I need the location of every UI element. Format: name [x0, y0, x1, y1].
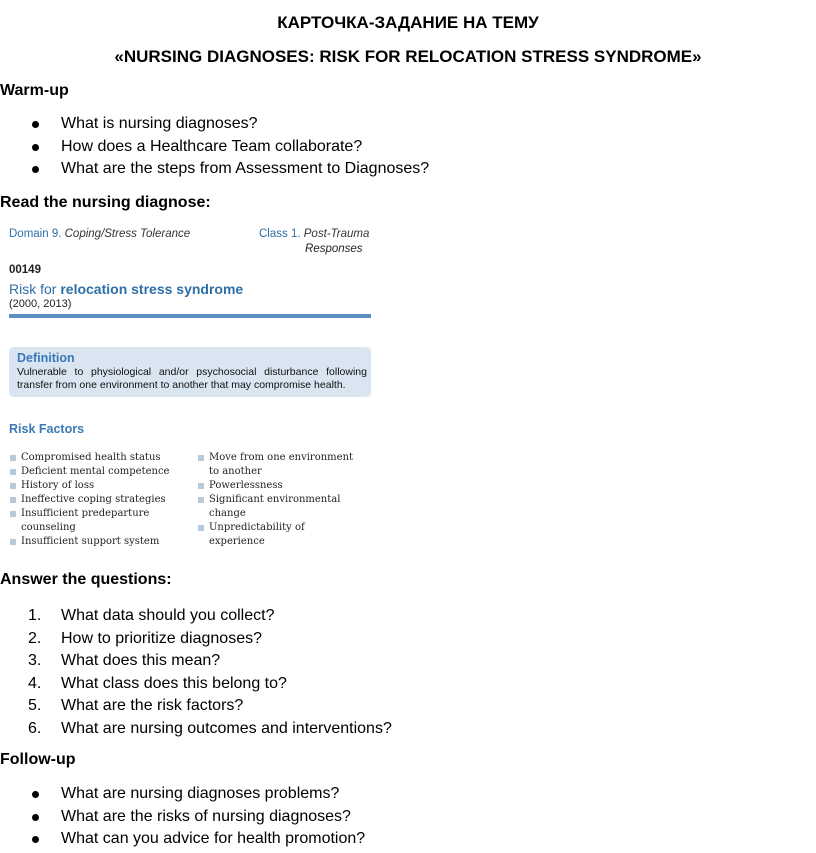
- square-bullet-icon: [10, 469, 16, 475]
- square-bullet-icon: [10, 497, 16, 503]
- diagnosis-years: (2000, 2013): [9, 298, 72, 310]
- risk-factors-left: [9, 451, 184, 549]
- definition-box: [9, 347, 371, 397]
- definition-label: Definition: [17, 351, 75, 365]
- list-item: Powerlessness: [197, 479, 362, 493]
- warmup-heading: Warm-up: [0, 82, 69, 99]
- square-bullet-icon: [10, 455, 16, 461]
- list-item: Deficient mental competence: [9, 465, 184, 479]
- list-item: Insufficient predeparture counseling: [9, 507, 184, 535]
- answer-heading: Answer the questions:: [0, 571, 172, 588]
- diagnosis-name: Risk for relocation stress syndrome: [9, 281, 244, 297]
- square-bullet-icon: [198, 483, 204, 489]
- page-title-line-2: «NURSING DIAGNOSES: RISK FOR RELOCATION STRESS SYNDROME»: [114, 47, 702, 66]
- domain-line: Domain 9. Coping/Stress Tolerance: [9, 228, 191, 240]
- list-item: History of loss: [9, 479, 184, 493]
- list-item: Compromised health status: [9, 451, 184, 465]
- square-bullet-icon: [198, 525, 204, 531]
- bullet-icon: [32, 166, 39, 173]
- bullet-icon: [32, 791, 39, 798]
- risk-factors-right: [197, 451, 362, 549]
- risk-factors-label: Risk Factors: [9, 422, 85, 436]
- list-item: Unpredictability of experience: [197, 521, 362, 549]
- class-line-2: Responses: [305, 243, 363, 255]
- diagnosis-code: 00149: [9, 264, 41, 276]
- followup-heading: Follow-up: [0, 751, 76, 768]
- square-bullet-icon: [198, 455, 204, 461]
- square-bullet-icon: [10, 483, 16, 489]
- page-title-line-1: КАРТОЧКА-ЗАДАНИЕ НА ТЕМУ: [277, 13, 539, 32]
- list-item: Significant environmental change: [197, 493, 362, 521]
- square-bullet-icon: [10, 539, 16, 545]
- divider: [9, 314, 371, 318]
- list-item: Ineffective coping strategies: [9, 493, 184, 507]
- class-line: Class 1. Post-Trauma: [259, 228, 370, 240]
- square-bullet-icon: [198, 497, 204, 503]
- nursing-diagnosis-card: [0, 220, 380, 555]
- bullet-icon: [32, 814, 39, 821]
- definition-text: Vulnerable to physiological and/or psychosocial disturbance following transfer from one environment to another that may compromise health.: [17, 366, 367, 391]
- bullet-icon: [32, 144, 39, 151]
- bullet-icon: [32, 836, 39, 843]
- square-bullet-icon: [10, 511, 16, 517]
- list-item: Insufficient support system: [9, 535, 184, 549]
- bullet-icon: [32, 121, 39, 128]
- list-item: Move from one environment to another: [197, 451, 362, 479]
- read-heading: Read the nursing diagnose:: [0, 194, 211, 211]
